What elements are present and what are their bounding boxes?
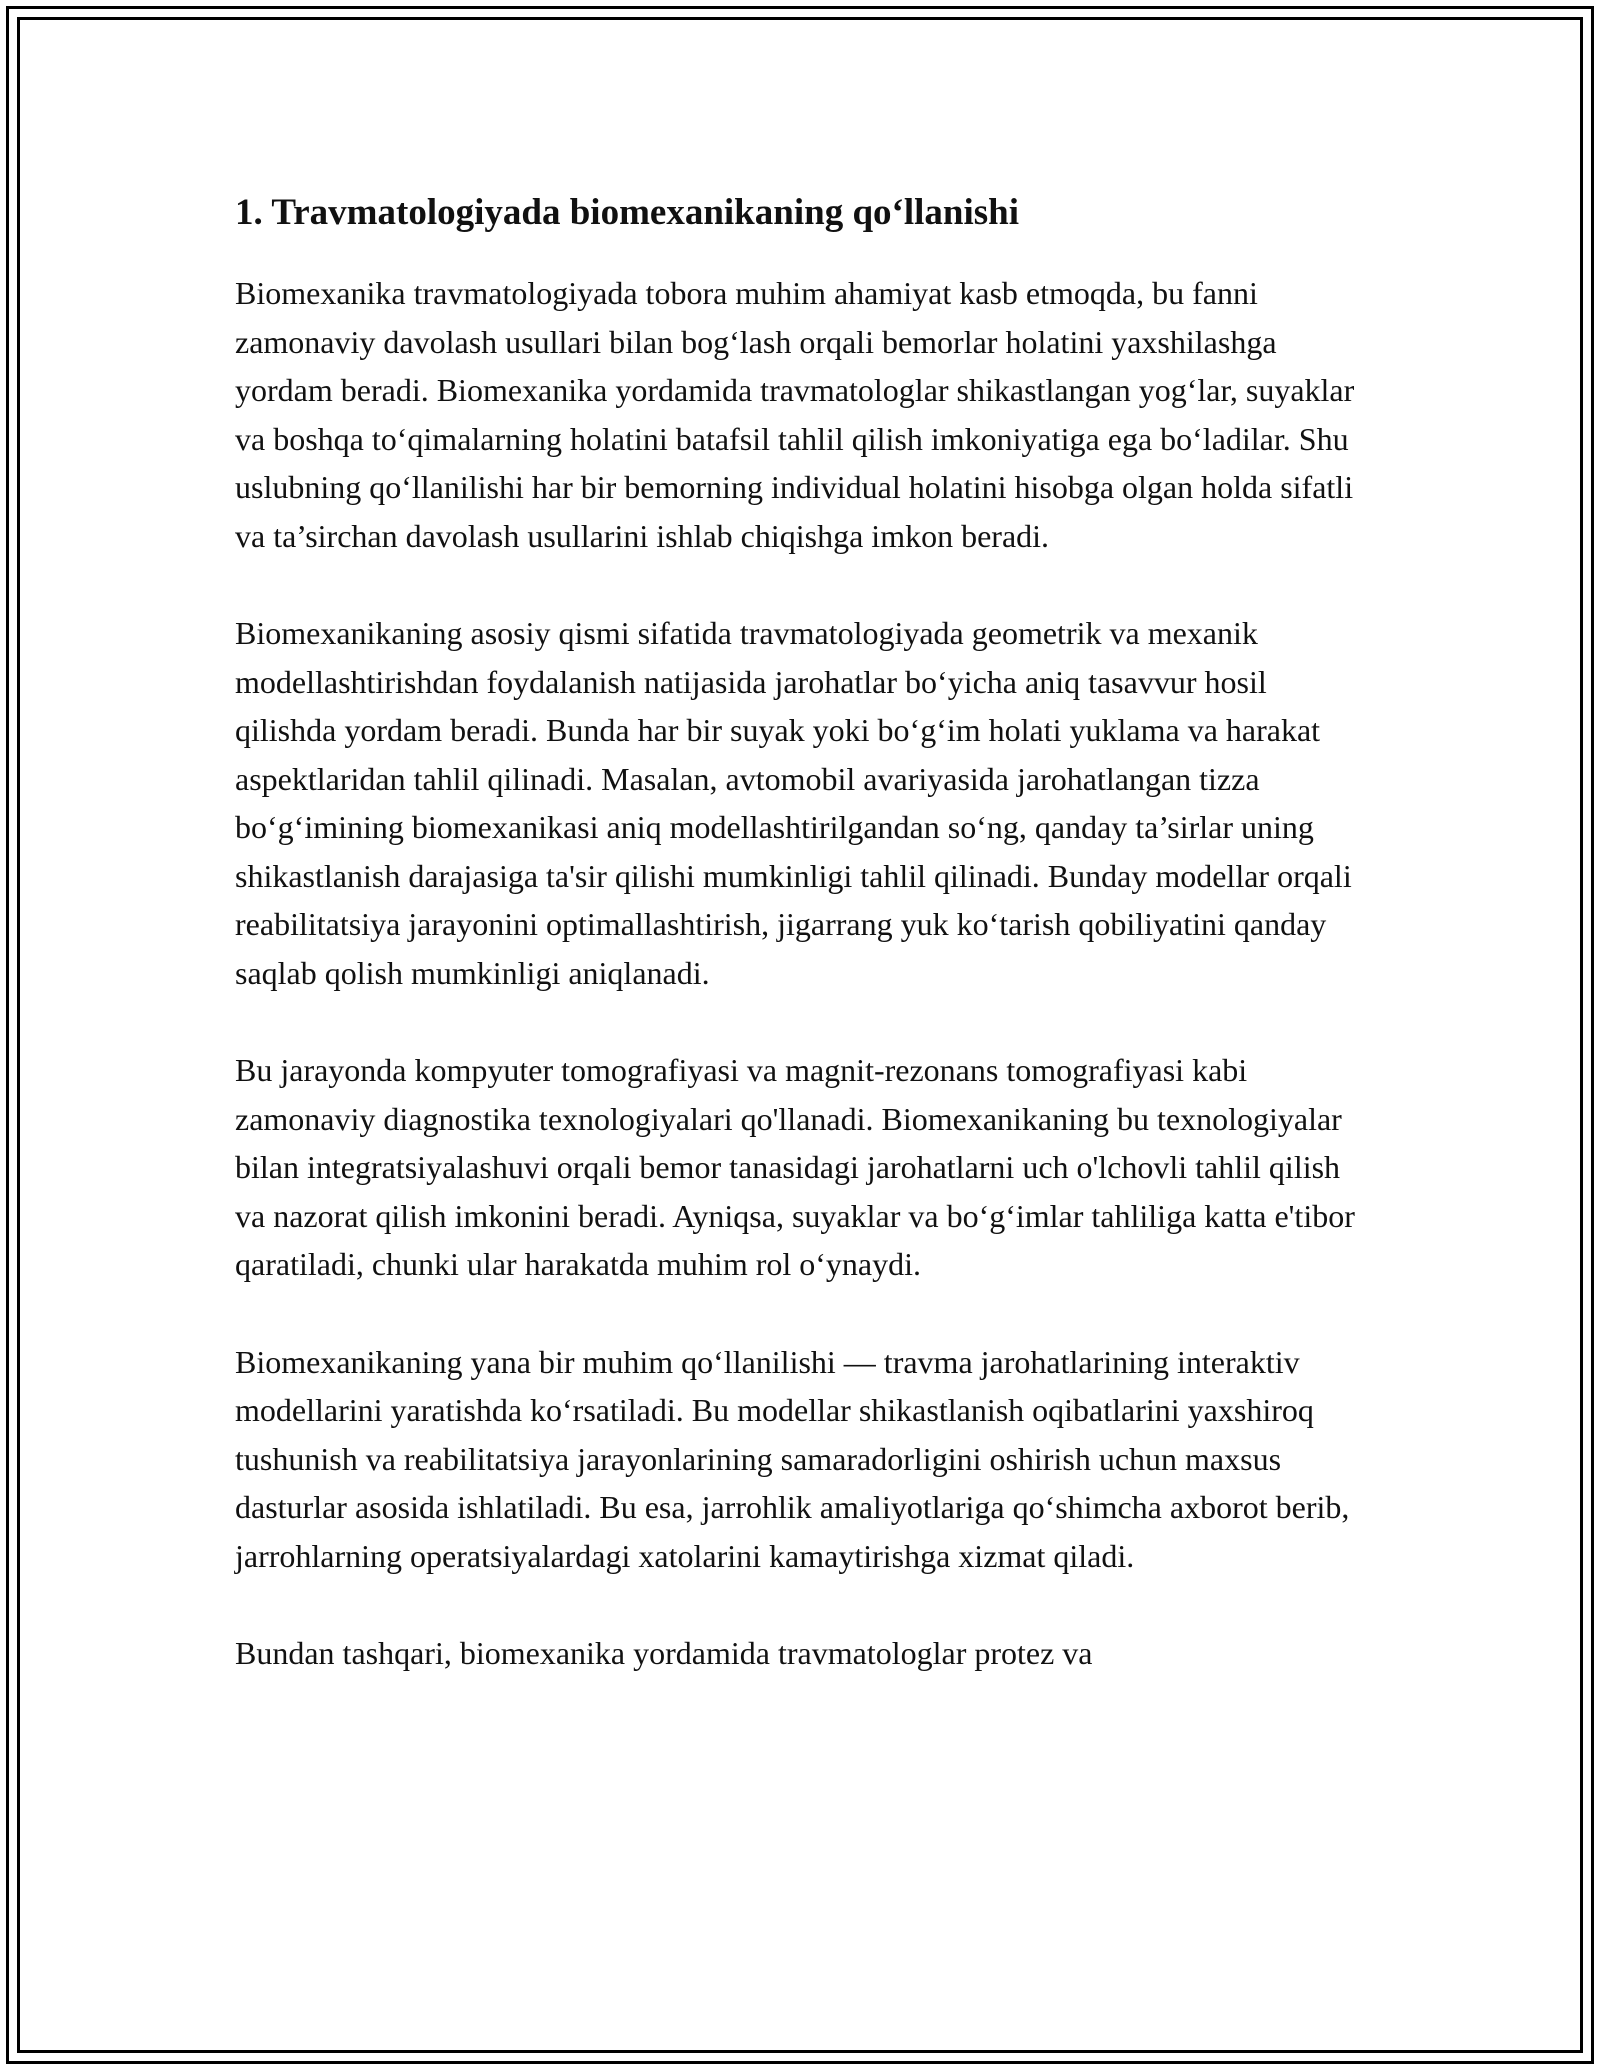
paragraph-3: Bu jarayonda kompyuter tomografiyasi va magnit-rezonans tomografiyasi kabi zamonaviy diagnostika texnologiyalari qo'llanadi. Biomexanikaning bu texnologiyalar bilan integratsiyalashuvi orqali bemor tanasidagi jarohatlarni uch o'lchovli tahlil qilish va nazorat qilish imkonini beradi. Ayniqsa, suyaklar va bo‘g‘imlar tahliliga katta e'tibor qaratiladi, chunki ular harakatda muhim rol o‘ynaydi. [235, 1052, 1355, 1282]
paragraph-1: Biomexanika travmatologiyada tobora muhim ahamiyat kasb etmoqda, bu fanni zamonaviy davolash usullari bilan bog‘lash orqali bemorlar holatini yaxshilashga yordam beradi. Biomexanika yordamida travmatologlar shikastlangan yog‘lar, suyaklar va boshqa to‘qimalarning holatini batafsil tahlil qilish imkoniyatiga ega bo‘ladilar. Shu uslubning qo‘llanilishi har bir bemorning individual holatini hisobga olgan holda sifatli va ta’sirchan davolash usullarini ishlab chiqishga imkon beradi. [235, 275, 1355, 554]
document-body [235, 185, 1370, 1678]
paragraph-5: Bundan tashqari, biomexanika yordamida travmatologlar protez va [235, 1635, 1093, 1671]
section-heading: 1. Travmatologiyada biomexanikaning qo‘llanishi [235, 192, 1020, 233]
paragraph-2: Biomexanikaning asosiy qismi sifatida travmatologiyada geometrik va mexanik modellashtirishdan foydalanish natijasida jarohatlar bo‘yicha aniq tasavvur hosil qilishda yordam beradi. Bunda har bir suyak yoki bo‘g‘im holati yuklama va harakat aspektlaridan tahlil qilinadi. Masalan, avtomobil avariyasida jarohatlangan tizza bo‘g‘imining biomexanikasi aniq modellashtirilgandan so‘ng, qanday ta’sirlar uning shikastlanish darajasiga ta'sir qilishi mumkinligi tahlil qilinadi. Bunday modellar orqali reabilitatsiya jarayonini optimallashtirish, jigarrang yuk ko‘tarish qobiliyatini qanday saqlab qolish mumkinligi aniqlanadi. [235, 615, 1352, 991]
paragraph-4: Biomexanikaning yana bir muhim qo‘llanilishi — travma jarohatlarining interaktiv modellarini yaratishda ko‘rsatiladi. Bu modellar shikastlanish oqibatlarini yaxshiroq tushunish va reabilitatsiya jarayonlarining samaradorligini oshirish uchun maxsus dasturlar asosida ishlatiladi. Bu esa, jarrohlik amaliyotlariga qo‘shimcha axborot berib, jarrohlarning operatsiyalardagi xatolarini kamaytirishga xizmat qiladi. [235, 1343, 1350, 1574]
